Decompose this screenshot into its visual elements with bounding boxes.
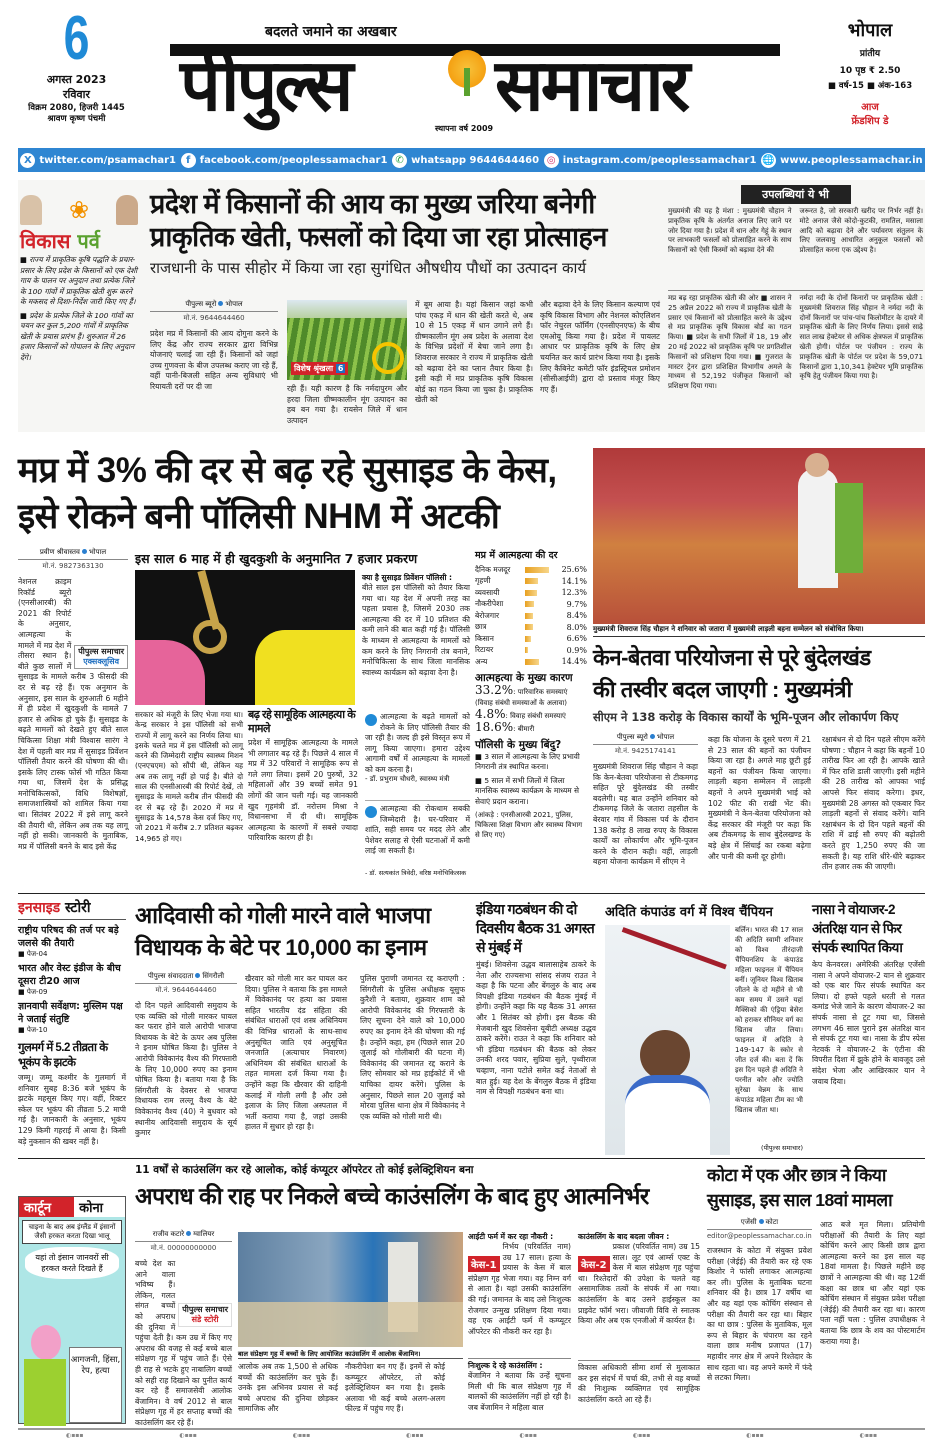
headline-line: आदिवासी को गोली मारने वाले भाजपा <box>135 903 431 928</box>
headline-line: प्रदेश में किसानों की आय का मुख्य जरिया बनेगी <box>150 189 595 219</box>
mobile-number: मो.नं. 00000000000 <box>150 1244 217 1252</box>
date-month: अगस्त 2023 <box>46 73 107 86</box>
aditi-article <box>735 925 803 1157</box>
registration-mark-icon: ◐▪▪▪ <box>632 1432 651 1439</box>
quake-headline: गुलमर्ग में 5.2 तीव्रता के भूकंप के झटके <box>18 1042 108 1069</box>
cartoon-newspaper: आगजनी, हिंसा, रेप, हत्या <box>69 1347 122 1423</box>
date-day: 6 <box>63 4 90 73</box>
headline-line: विधायक के बेटे पर 10,000 का इनाम <box>135 935 427 960</box>
vikas-parv-box <box>20 190 138 428</box>
headline-line: इसे रोकने बनी पॉलिसी NHM में अटकी <box>18 497 500 536</box>
badge-label: एक्सक्लूसिव <box>83 657 120 666</box>
vikas-bullet: ■ राज्य में प्राकृतिक कृषि पद्धति के प्रचार-प्रसार के लिए प्रदेश के किसानों को एक देशी गाय के पालन पर अनुदान तथा प्रत्येक जिले के 100 गांवों में प्राकृतिक खेती शुरू करने के मकसद से दिशा-निर्देश जारी किए गए हैं। <box>20 255 138 306</box>
byline-place: भोपाल <box>656 733 675 741</box>
inside-item-title: भारत और वेस्ट इंडीज के बीच दूसरा टी20 आज <box>18 963 121 987</box>
chart-row <box>475 564 587 576</box>
series-text: विशेष श्रृंखला <box>294 364 334 373</box>
counselling-caption-wrap <box>238 1349 463 1359</box>
cause-percent: 4.8% <box>475 706 506 721</box>
box-text: प्रदेश में सामूहिक आत्महत्या के मामले भी लगातार बढ़ रहे हैं। पिछले 4 साल में मप्र में 32 परिवारों ने सामूहिक रूप से गले लगा लिया। इसमें 20 पुरुषों, 32 महिलाओं और 39 बच्चों समेत 91 लोगों की जान चली गई। यह जानकारी खुद गृहमंत्री डॉ. नरोत्तम मिश्रा ने विधानसभा में दी थी। सामूहिक आत्महत्या के कारणों में सबसे ज्यादा पारिवारिक कारण ही है। <box>248 738 358 843</box>
sunday-story-badge <box>178 1303 232 1327</box>
case-title: काउंसलिंग के बाद बदला जीवन : <box>578 1232 670 1241</box>
chart-row <box>475 587 587 599</box>
achievements-box <box>668 185 923 430</box>
inside-story <box>18 898 126 1156</box>
nasa-headline: नासा ने वोयाजर-2 अंतरिक्ष यान से फिर संपर्क स्थापित किया <box>812 902 903 955</box>
registration-mark-icon: ◐▪▪▪ <box>746 1432 764 1439</box>
tagline: बदलते जमाने का अखबार <box>265 24 397 40</box>
special-series-badge <box>372 342 404 374</box>
chart-row <box>475 599 587 611</box>
free-text: बेंजामिन ने बताया कि उन्हें सूचना मिली थी कि बाल संप्रेक्षण गृह में बालकों की काउंसलिंग नहीं हो रही है। जब बेंजामिन ने महिला बाल <box>468 1371 571 1412</box>
cartoon-title: कार्टून <box>19 1197 74 1217</box>
byline-author: पीपुल्स ब्यूरो <box>616 733 648 741</box>
logo-left: पीपुल्स <box>180 46 351 126</box>
volume: ■ वर्ष-15 ■ अंक-163 <box>827 81 913 91</box>
counsel-col2: आलोक अब तक 1,500 से अधिक बच्चों की काउंसलिंग कर चुके हैं। उनके इस अभिनव प्रयास से कई बच्चे अपराध की दुनिया छोड़कर सामाजिक और <box>238 1362 338 1414</box>
chart-row <box>475 622 587 634</box>
registration-mark-icon: ◐▪▪▪ <box>292 1432 311 1439</box>
india-headline: इंडिया गठबंधन की दो दिवसीय बैठक 31 अगस्त से मुंबई में <box>476 901 595 955</box>
byline <box>707 1218 812 1230</box>
article-body: प्रदेश मप्र में किसानों की आय दोगुना करने के लिए केंद्र और राज्य सरकार द्वारा विभिन्न योजनाएं चलाई जा रही हैं। किसानों को जहां उच्च गुणवत्ता के बीज उपलब्ध कराए जा रहे हैं, वहीं पानी-बिजली सहित अन्य सुविधाएं भी रियायती दरों पर दी जा <box>150 329 278 391</box>
policy-box <box>362 573 470 705</box>
farming-col4: और बढ़ावा देने के लिए किसान कल्याण एवं कृषि विकास विभाग और नेशनल कोएलिशन फॉर नेचुरल फॉर्मिंग (एनसीएनएफ) के बीच एमओयू किया गया है। प्रदेश में पायलट आधार पर प्राकृतिक कृषि के लिए क्षेत्र चयनित कर कार्य प्रारंभ किया गया है। इसके लिए कैबिनेट कमेटी फॉर इंडस्ट्रियल प्रमोशन (सीसीआईपी) द्वारा दो प्रस्ताव मंजूर किए गए हैं। <box>540 300 660 394</box>
chart-category-label: गृहणी <box>475 576 491 586</box>
logo-emblem-icon <box>448 50 486 88</box>
badge-brand: पीपुल्स समाचार <box>78 647 124 656</box>
article-body-wrap <box>18 577 128 887</box>
cartoon-body <box>24 1359 66 1426</box>
bullet-text: प्रदेश के प्रत्येक जिले के 100 गांवों का चयन कर कुल 5,200 गांवों में प्राकृतिक खेती के प्रयास प्रारंभ हैं। शुरुआत में 26 हजार किसानों को गोपालन के लिए अनुदान देंगे। <box>20 310 135 362</box>
email[interactable]: editor@peoplessamachar.co.in <box>707 1232 812 1240</box>
free-title: निःशुल्क दे रहे काउंसलिंग : <box>468 1361 543 1370</box>
inside-item-title: ज्ञानवापी सर्वेक्षण: मुस्लिम पक्ष ने जताई संतुष्टि <box>18 1001 123 1025</box>
badge-brand: पीपुल्स समाचार <box>182 1305 228 1314</box>
social-bar <box>18 148 925 172</box>
india-alliance <box>476 900 596 1156</box>
social-link-instagram[interactable] <box>544 153 757 168</box>
mobile-number: मो.नं. 9827363130 <box>42 562 104 570</box>
today-event: फ्रेंडशिप डे <box>851 116 889 127</box>
inside-item-page: ■ पेज-04 <box>18 950 48 958</box>
byline-place: भोपाल <box>88 548 107 556</box>
inside-item[interactable] <box>18 1000 126 1035</box>
quote-psychiatrist <box>365 800 470 888</box>
instagram-icon: ◎ <box>544 153 559 168</box>
byline <box>18 548 128 560</box>
kota-col1 <box>707 1218 812 1428</box>
nasa-article <box>812 900 925 1156</box>
chart-bar <box>525 567 549 573</box>
inside-title: स्टोरी <box>64 900 91 916</box>
chart-bar <box>525 578 538 584</box>
case-2 <box>578 1232 700 1354</box>
causes-title: आत्महत्या के मुख्य कारण <box>475 671 573 684</box>
facebook-icon: f <box>181 153 196 168</box>
chart-value-label: 12.3% <box>561 588 587 598</box>
founded: स्थापना वर्ष 2009 <box>435 124 494 133</box>
parv-title: पर्व <box>77 229 100 253</box>
mobile-number: मो.नं. 9644644460 <box>155 986 217 994</box>
chart-bar <box>525 590 537 596</box>
headline-line: की तस्वीर बदल जाएगी : मुख्यमंत्री <box>593 677 852 702</box>
newspaper-logo <box>170 42 780 126</box>
divider <box>18 893 925 894</box>
india-text: मुंबई। शिवसेना उद्धव बालासाहेब ठाकरे के नेता और राज्यसभा सांसद संजय राउत ने कहा है कि पटना और बेंगलुरु के बाद अब विपक्षी इंडिया गठबंधन की बैठक मुंबई में होगी। उन्होंने कहा कि यह बैठक 31 अगस्त और 1 सितंबर को होगी। इस बैठक की मेजबानी खुद शिवसेना यूबीटी अध्यक्ष उद्धव ठाकरे करेंगे। राउत ने कहा कि शनिवार को भी इंडिया गठबंधन की बैठक को लेकर उनकी शरद पवार, सुप्रिया सुले, पृथ्वीराज चव्हाण, नाना पटोले समेत कई नेताओं से बात हुई। यह देश के बेंगलुरु बैठक में इंडिया नाम से विपक्षी गठबंधन बना था। <box>476 960 596 1097</box>
adivasi-col1 <box>135 972 237 1157</box>
kenbetwa-col2: कहा कि योजना के दूसरे चरण में 21 से 23 साल की बहनों का पंजीयन किया जा रहा है। अगले माह छूटी हुई बहनों का पंजीयन किया जाएगा। लाड़ली बहना सम्मेलन में लाड़ली बहनों ने अपने मुख्यमंत्री भाई को 102 फीट की राखी भेंट की। मुख्यमंत्री ने केन-बेतवा परियोजना को केंद्र सरकार की मंजूरी पर कहा कि अब टीकमगढ़ के साथ बुंदेलखण्ड के बड़े क्षेत्र में सिंचाई का रकबा बढ़ेगा और पानी की कमी दूर होगी। <box>708 735 811 861</box>
today-label: आज <box>861 102 879 113</box>
quote-text: आत्महत्या की रोकथाम सबकी जिम्मेदारी है। घर-परिवार में शांति, सही समय पर मदद लेने और पेशेवर सलाह से ऐसी घटनाओं में कमी लाई जा सकती है। <box>365 804 470 856</box>
case-text: प्रकाश (परिवर्तित नाम) उम्र 15 साल। लूट एवं आर्म्स एक्ट के केस में बाल संप्रेक्षण गृह पहुंचा था। रिश्तेदारों की उपेक्षा के चलते वह असामाजिक तत्वों के संपर्क में आ गया। काउंसलिंग के बाद उसने हाईस्कूल का प्राइवेट फॉर्म भरा। जीवाजी विवि से स्नातक किया और अब एक एनजीओ में कार्यरत है। <box>578 1242 700 1326</box>
x-icon: X <box>20 153 35 168</box>
weekday: रविवार <box>63 88 90 101</box>
chart-bar <box>525 636 531 642</box>
kenbetwa-col3: रक्षाबंधन से दो दिन पहले सीएम करेंगे घोषणा : चौहान ने कहा कि बहनों 10 तारीख फिर आ रही है। आपके खाते में फिर राशि डाली जाएगी। इसी महीने की 28 तारीख को आपका भाई आपसे फिर संवाद करेगा। इधर, मुख्यमंत्री 28 अगस्त को एकबार फिर लाड़ली बहनों से संवाद करेंगे। यानि रक्षाबंधन के दो दिन पहले बहनों की राशि में ढाई सौ रुपए की बढ़ोतरी करते हुए 1,250 रुपए की जा सकती है। यह राशि धीरे-धीरे बढ़ाकर तीन हजार तक की जाएगी। <box>822 735 925 872</box>
exclusive-badge <box>74 645 128 669</box>
headline-line: कोटा में एक और छात्र ने किया <box>707 1165 886 1185</box>
quote-icon <box>365 806 377 818</box>
chart-category-label: किसान <box>475 633 494 643</box>
farming-subhead: राजधानी के पास सीहोर में किया जा रहा सुगंधित औषधीय पौधों का उत्पादन कार्य <box>150 259 587 277</box>
achievements-p3: मप्र बढ़ रहा प्राकृतिक खेती की ओर ■ शासन ने 25 अप्रैल 2022 को राज्य में प्राकृतिक खेती के प्रसार एवं किसानों को प्रोत्साहित करने के उद्देश्य से मप्र प्राकृतिक कृषि विकास बोर्ड का गठन किया। ■ प्रदेश के सभी जिलों में 18, 19 और 20 मई 2022 को प्राकृतिक कृषि पर प्रगतिशील किसानों को प्रशिक्षण दिया गया। ■ गुजरात के मास्टर ट्रेनर द्वारा प्रशिक्षित विभागीय अमले के माध्यम से 52,192 पंजीकृत किसानों को प्रशिक्षण दिया गया। <box>668 294 792 391</box>
byline-place: सिंगरौली <box>202 972 225 980</box>
case-label: केस-1 <box>468 1256 500 1272</box>
achievements-p1: मुख्यमंत्री की यह है मंशा : मुख्यमंत्री चौहान ने प्राकृतिक कृषि के अंतर्गत अनाज लिए जाने पर जोर दिया गया है। प्रदेश में धान और गेहूं के स्थान पर लाभकारी फसलों को प्रोत्साहित करने के साथ किसानों को ऐसी किस्मों को बढ़ावा देने की <box>668 207 792 255</box>
chart-row <box>475 645 587 657</box>
aditi-headline: अदिति कंपाउंड वर्ग में विश्व चैंपियन <box>605 905 773 920</box>
inside-item-page: ■ पेज-10 <box>18 1026 48 1034</box>
achievements-title: उपलब्धियां ये भी <box>741 185 851 204</box>
quote-minister <box>365 712 470 797</box>
chart-bar <box>525 624 533 630</box>
byline-author: पीपुल्स ब्यूरो <box>185 300 217 308</box>
farming-col3: में बूम आया है। यहां किसान जहां कभी पांच एकड़ में धान की खेती करते थे, अब 10 से 15 एकड़ में धान उगाने लगे हैं। ग्रीष्मकालीन मूंग अब प्रदेश के अलावा देश के विभिन्न प्रदेशों में बेचा जाने लगा है। शिवराज सरकार ने राज्य में प्राकृतिक खेती को बढ़ावा देने का प्लान तैयार किया है। इसी कड़ी में मप्र प्राकृतिक कृषि विकास बोर्ड का गठन किया जा चुका है। प्राकृतिक खेती को <box>415 300 533 405</box>
cause-item <box>475 682 587 709</box>
inside-title: इनसाइड <box>18 900 61 916</box>
calendar: विक्रम 2080, हिजरी 1445 <box>28 103 125 113</box>
rally-photo <box>593 448 925 624</box>
rally-caption-wrap <box>593 625 925 637</box>
suicide-col2: सरकार को मंजूरी के लिए भेजा गया था। केन्द्र सरकार ने इस पॉलिसी को सभी राज्यों में लागू करने का निर्णय लिया था। इसके चलते मप्र में इस पॉलिसी को लागू करने की जिम्मेदारी राष्ट्रीय स्वास्थ्य मिशन (एनएचएम) को सौंपी थी, लेकिन यह अब तक लागू नहीं हो पाई है। बीते दो साल की एनसीआरबी की रिपोर्ट देखें, तो सुसाइड के मामले करीब तीन फीसदी की दर से बढ़ रहे हैं। 2020 में मप्र में सुसाइड के 14,578 केस दर्ज किए गए, जो 2021 में करीब 2.7 प्रतिशत बढ़कर 14,965 हो गए। <box>135 710 243 843</box>
chart-value-label: 0.9% <box>566 645 587 655</box>
cartoon-man <box>31 1325 61 1360</box>
city: भोपाल <box>847 20 893 41</box>
chart-category-label: छात्र <box>475 622 487 632</box>
chart-value-label: 14.1% <box>561 576 587 586</box>
chart-row <box>475 576 587 588</box>
policy-title: क्या है सुसाइड प्रिवेंशन पॉलिसी : <box>362 573 453 582</box>
registration-mark-icon: ◐▪▪▪ <box>406 1432 424 1439</box>
byline <box>150 300 278 312</box>
portrait-icon <box>116 195 138 225</box>
badge-label: संडे स्टोरी <box>191 1315 219 1324</box>
case-label: केस-2 <box>578 1256 610 1272</box>
farming-col1 <box>150 300 278 428</box>
article-body: नेशनल क्राइम रिकॉर्ड ब्यूरो (एनसीआरबी) की 2021 की रिपोर्ट के अनुसार, आत्महत्या के मामले में मप्र देश में तीसरा स्थान है। बीते कुछ सालों में सुसाइड के मामले करीब 3 फीसदी की दर से बढ़ रहे हैं। एक अनुमान के अनुसार, इस साल के शुरुआती 6 महीने में ही प्रदेश में खुदकुशी के मामले 7 हजार से अधिक हो चुके हैं। सुसाइड के बढ़ते मामलों को देखते हुए बीते साल चिकित्सा शिक्षा मंत्री विश्वास सारंग ने देश में पहली बार मप्र में सुसाइड प्रिवेंशन पॉलिसी तैयार करने की घोषणा की थी। इसके लिए टास्क फोर्स भी गठित किया गया था, जिसमें देश के प्रसिद्ध मनोचिकित्सकों, विधि विशेषज्ञों, समाजशास्त्रियों को शामिल किया गया था। सितंबर 2022 में इसे लागू करने की तैयारी थी, लेकिन अब तक यह लागू नहीं हो सकी। जानकारी के मुताबिक, मप्र में पॉलिसी बनने के बाद इसे केंद्र <box>18 577 128 851</box>
quote-author: - डॉ. सत्यकांत त्रिवेदी, वरिष्ठ मनोचिकित्सक <box>365 869 467 877</box>
adivasi-col3: पुलिस पुराणी जमानत रद्द कराएगी : सिंगरौली के पुलिस अधीक्षक यूसुफ कुरैशी ने बताया, शुक्रवार शाम को आरोपी विवेकानंद की गिरफ्तारी के लिए सूचना देने वाले को 10,000 रुपए का इनाम देने की घोषणा की गई है। उन्होंने कहा, हम (पिछले साल 20 जुलाई को गोलीबारी की घटना में) विवेकानंद की जमानत रद्द कराने के लिए सोमवार को मप्र हाईकोर्ट में भी याचिका दायर करेंगे। पुलिस के अनुसार, पिछले साल 20 जुलाई को मोरवा पुलिस थाना क्षेत्र में विवेकानंद ने एक व्यक्ति को गोली मारी थी। <box>360 974 465 1121</box>
headline-line: मप्र में 3% की दर से बढ़ रहे सुसाइड के केस, <box>18 451 557 490</box>
speech-bubble: यहां तो इंसान जानवरों सी हरकत करते दिखते हैं <box>25 1247 119 1279</box>
chart-value-label: 6.6% <box>566 634 587 644</box>
social-label: facebook.com/peoplessamachar1 <box>199 154 388 166</box>
quote-author: - डॉ. प्रभुराम चौधरी, स्वास्थ्य मंत्री <box>365 775 450 783</box>
byline-author: पीपुल्स संवाददाता <box>147 972 194 980</box>
chart-category-label: दैनिक मजदूर <box>475 564 511 574</box>
policy-text: बीते साल इस पॉलिसी को तैयार किया गया था। यह देश में अपनी तरह का पहला प्रयास है, जिसमें 2030 तक आत्महत्या की दर में 10 प्रतिशत की कमी लाने की बात कही गई है। पॉलिसी के माध्यम से आत्महत्या के मामलों को कम करने के लिए निगरानी तंत्र बनाने, मनोचिकित्सा के साथ जिला मानसिक स्वास्थ्य कार्यक्रम को बढ़ावा देना है। <box>362 583 470 677</box>
suicide-rate-chart <box>475 548 587 840</box>
quake-text: जम्मू। जम्मू कश्मीर के गुलमार्ग में शनिवार सुबह 8:36 बजे भूकंप के झटके महसूस किए गए। वहीं, रिक्टर स्केल पर भूकंप की तीव्रता 5.2 मापी गई है। जानकारी के अनुसार, भूकंप 129 किमी गहराई में आया है। किसी बड़े नुकसान की खबर नहीं है। <box>18 1073 126 1146</box>
policy-point: ■ 3 साल में आत्महत्या के लिए प्रभावी निगरानी तंत्र स्थापित करना। <box>475 751 580 771</box>
cause-percent: 33.2% <box>475 682 514 697</box>
social-link-facebook[interactable] <box>181 153 388 168</box>
data-source: (आंकड़े : एनसीआरबी 2021, पुलिस, चिकित्सा शिक्षा विभाग और स्वास्थ्य विभाग से लिए गए) <box>475 811 583 839</box>
logo-right: समाचार <box>495 46 688 126</box>
cause-percent: 18.6% <box>475 719 514 734</box>
inside-item-page: ■ पेज-09 <box>18 988 48 996</box>
counselling-photo <box>238 1232 463 1347</box>
special-series-label <box>291 362 348 375</box>
suicide-subhead: इस साल 6 माह में ही खुदकुशी के अनुमानित 7 हजार प्रकरण <box>135 551 418 566</box>
suicide-col1 <box>18 548 128 888</box>
vikas-bullet: ■ प्रदेश के प्रत्येक जिले के 100 गांवों का चयन कर कुल 5,200 गांवों में प्राकृतिक खेती के प्रयास प्रारंभ हैं। शुरुआत में 26 हजार किसानों को गोपालन के लिए अनुदान देंगे। <box>20 310 135 362</box>
kenbetwa-headline <box>593 642 925 706</box>
edition-block <box>815 18 925 127</box>
bullet-text: राज्य में प्राकृतिक कृषि पद्धति के प्रचार-प्रसार के लिए प्रदेश के किसानों को एक देशी गाय के पालन पर अनुदान तथा प्रत्येक जिले के 100 गांवों में प्राकृतिक खेती शुरू करने के मकसद से दिशा-निर्देश जारी किए गए हैं। <box>20 255 138 306</box>
portrait-icon <box>20 195 42 225</box>
chart-row <box>475 633 587 645</box>
free-counselling <box>468 1358 571 1428</box>
chart-value-label: 14.4% <box>561 657 587 667</box>
globe-icon: 🌐 <box>762 154 775 166</box>
chart-category-label: व्यवसायी <box>475 587 500 597</box>
chart-category-label: अन्य <box>475 656 488 666</box>
points-title: पॉलिसी के मुख्य बिंदु? <box>475 738 562 751</box>
registration-mark-icon: ◐▪▪▪ <box>519 1432 537 1439</box>
counselling-photo-caption: बाल संप्रेक्षण गृह में बच्चों के लिए आयोजित काउंसलिंग में आलोक बेंजामिन। <box>238 1350 421 1358</box>
case-title: आईटी फर्म में कर रहा नौकरी : <box>468 1232 554 1241</box>
counsel-col3: नौकरीपेशा बन गए हैं। इनमें से कोई कम्प्यूटर ऑपरेटर, तो कोई इलेक्ट्रिशियन बन गया है। इसके अलावा भी कई बच्चे अलग-अलग फील्ड में पहुंच गए हैं। <box>345 1362 445 1414</box>
article-body: राजस्थान के कोटा में संयुक्त प्रवेश परीक्षा (जेईई) की तैयारी कर रहे एक किशोर ने फांसी लगाकर आत्महत्या कर ली। पुलिस के मुताबिक घटना शनिवार की है। छात्र 17 वर्षीय था और वह यहां एक कोचिंग संस्थान से परीक्षा की तैयारी कर रहा था। बिहार का था छात्र : पुलिस के मुताबिक, मूल रूप से बिहार के चंपारण का रहने वाला छात्र मनीष प्रजापत (17) महावीर नगर क्षेत्र में अपने रिश्तेदार के साथ रहता था। वह अपने कमरे में फंदे से लटका मिला। <box>707 1246 812 1383</box>
series-number: 6 <box>337 364 344 373</box>
date-block <box>14 4 139 124</box>
vikas-title: विकास <box>20 229 71 253</box>
inside-item-title: राष्ट्रीय परिषद की तर्ज पर बड़े जलसे की तैयारी <box>18 925 119 949</box>
cartoon-corner <box>18 1196 126 1424</box>
counsel-col1 <box>135 1230 232 1430</box>
byline <box>593 733 698 745</box>
social-label: instagram.com/peoplessamachar1 <box>562 154 757 166</box>
quote-text: आत्महत्या के बढ़ते मामलों को रोकने के लिए पॉलिसी तैयार की जा रही है। जल्द ही इसे विस्तृत रूप में लागू किया जाएगा। हमारा उद्देश्य आगामी वर्षों में आत्महत्या के मामलों को कम करना है। <box>365 712 470 774</box>
chart-bar <box>525 659 539 665</box>
counsel-headline: अपराध की राह पर निकले बच्चे काउंसलिंग के बाद हुए आत्मनिर्भर <box>135 1183 649 1209</box>
aditi-text: बर्लिन। भारत की 17 साल की अदिति स्वामी शनिवार को विश्व तीरंदाजी चैंपियनशिप के कंपाउंड महिला फाइनल में चैंपियन बनीं। जूनियर विश्व खिताब जीतने के दो महीने से भी कम समय में उसने यहां मैक्सिको की एंड्रिया बेसेरा को हराकर सीनियर वर्ग का खिताब जीत लिया। फाइनल में अदिति ने 149-147 के स्कोर से जीत दर्ज की। बता दें कि इस दिन पहले ही अदिति ने परनीत कौर और ज्योति सुरेखा वेन्नम के साथ कंपाउंड महिला टीम का भी खिताब जीता था। <box>735 926 803 1114</box>
chart-category-label: बेरोजगार <box>475 610 500 620</box>
counsel-kicker: 11 वर्षों से काउंसलिंग कर रहे आलोक, कोई कंप्यूटर ऑपरेटर तो कोई इलेक्ट्रिशियन बना <box>135 1164 474 1176</box>
cartoon-caption: चाइना के बाद अब इंग्लैंड में इंसानों जैसी हरकत करता दिखा भालू <box>22 1220 122 1244</box>
free-counselling-cont: विकास अधिकारी सीमा शर्मा से मुलाकात कर इस संदर्भ में चर्चा की, तभी से वह बच्चों की निःशुल्क व्यक्तिगत एवं सामूहिक काउंसलिंग करते आ रहे हैं। <box>578 1360 700 1428</box>
case-1 <box>468 1232 571 1354</box>
vikas-parv-portraits <box>20 190 138 230</box>
registration-mark-icon: ◐▪▪▪ <box>179 1432 197 1439</box>
inside-item[interactable] <box>18 962 126 997</box>
kenbetwa-col1 <box>593 733 698 890</box>
registration-mark-icon: ◐▪▪▪ <box>65 1432 84 1439</box>
tithi: श्रावण कृष्ण पंचमी <box>47 114 106 124</box>
byline-author: राजीव कटारे <box>152 1230 185 1238</box>
byline-place: भोपाल <box>225 300 243 308</box>
nasa-text: केप केनवरल। अमेरिकी अंतरिक्ष एजेंसी नासा ने अपने वोयाजर-2 यान से शुक्रवार को एक बार फिर संपर्क स्थापित कर लिया। दो हफ्ते पहले धरती से गलत कमांड भेजे जाने के कारण वोयाजर-2 का संपर्क नासा से टूट गया था, जिससे लगभग 46 साल पुराने इस अंतरिक्ष यान से संपर्क टूट गया था। नासा के डीप स्पेस नेटवर्क ने वोयाजर-2 के एंटीना की विपरीत दिशा में झुके होने के बावजूद उसे संदेश भेजा और आखिरकार यान ने जवाब दिया। <box>812 960 925 1086</box>
chart-value-label: 8.4% <box>566 611 587 621</box>
headline-line: सुसाइड, इस साल 18वां मामला <box>707 1190 893 1210</box>
mobile-number: मो.नं. 9644644460 <box>183 314 245 322</box>
box-title: बढ़ रहे सामूहिक आत्महत्या के मामले <box>248 709 356 735</box>
byline-author: प्रवीण श्रीवास्तव <box>39 548 80 556</box>
article-body: बच्चे देश का आने वाला भविष्य हैं। लेकिन, गलत संगत बच्चों को अपराध की दुनिया में पहुंचा देती है। कम उम्र में किए गए अपराध की वजह से कई बच्चे बाल संप्रेक्षण गृह में पहुंच जाते हैं। ऐसे ही राह से भटके हुए नाबालिग बच्चों को सही राह दिखाने का पुनीत कार्य कर रहे हैं समाजसेवी आलोक बेंजामिन। वे वर्ष 2012 से बाल संप्रेक्षण गृह में हर सप्ताह बच्चों की काउंसलिंग कर रहे हैं। <box>135 1259 232 1427</box>
noose-illustration <box>135 570 355 705</box>
chart-value-label: 9.7% <box>566 599 587 609</box>
pages-price: 10 पृष्ठ ₹ 2.50 <box>839 66 901 76</box>
article-body: दो दिन पहले आदिवासी समुदाय के एक व्यक्ति को गोली मारकर घायल कर फरार होने वाले आरोपी भाजपा विधायक के बेटे के ऊपर अब पुलिस ने इनाम घोषित किया है। पुलिस ने आरोपी विवेकानंद वैश्य की गिरफ्तारी के लिए 10,000 रुपए का इनाम घोषित किया है। बताया गया है कि सिंगरौली के देवसर से भाजपा विधायक राम लल्लू वैश्य के बेटे विवेकानंद वैश्य (40) ने बुधवार को स्थानीय आदिवासी समुदाय के सूर्य कुमार <box>135 1001 237 1138</box>
divider <box>18 1158 925 1159</box>
byline-place: कोटा <box>765 1218 779 1226</box>
cause-text: : बीमारी <box>513 724 535 733</box>
rally-photo-caption: मुख्यमंत्री शिवराज सिंह चौहान ने शनिवार को जतारा में मुख्यमंत्री लाड़ली बहना सम्मेलन को संबोधित किया। <box>593 625 864 633</box>
headline-line: केन-बेतवा परियोजना से पूरे बुंदेलखंड <box>593 645 871 670</box>
article-body-wrap <box>135 1259 232 1425</box>
chart-value-label: 25.6% <box>561 565 587 575</box>
case-text: निर्भय (परिवर्तित नाम) उम्र 17 साल। हत्या के प्रयास के केस में बाल संप्रेक्षण गृह भेजा गया। वह निम्न वर्ग से आता है। यहां उसकी काउंसलिंग की गई। जमानत के बाद उसे निःशुल्क रोजगार उन्मुख प्रशिक्षण दिया गया। वह एक आईटी फर्म में कम्प्यूटर ऑपरेटर की नौकरी कर रहा है। <box>468 1242 571 1336</box>
adivasi-col2: खैरवार को गोली मार कर घायल कर दिया। पुलिस ने बताया कि इस मामले में विवेकानंद पर हत्या का प्रयास सहित भारतीय दंड संहिता की संबंधित धाराओं एवं शस्त्र अधिनियम की विभिन्न धाराओं के साथ-साथ अनुसूचित जाति एवं अनुसूचित जनजाति (अत्याचार निवारण) अधिनियम की संबंधित धाराओं के तहत मामला दर्ज किया गया है। उन्होंने कहा कि खैरवार की दाहिनी कलाई में गोली लगी है और उसे इलाज के लिए जिला अस्पताल में भर्ती कराया गया है, जहां उसकी हालत में सुधार हो रहा है। <box>245 974 347 1132</box>
chart-bar <box>525 613 533 619</box>
policy-point: ■ 5 साल में सभी जिलों में जिला मानसिक स्वास्थ्य कार्यक्रम के माध्यम से सेवाएं प्रदान कराना। <box>475 775 579 806</box>
social-link-twitter[interactable] <box>20 153 176 168</box>
point-text: 5 साल में सभी जिलों में जिला मानसिक स्वास्थ्य कार्यक्रम के माध्यम से सेवाएं प्रदान कराना। <box>475 775 579 806</box>
social-label: www.peoplessamachar.in <box>780 154 923 166</box>
chart-bar <box>525 601 534 607</box>
cause-item <box>475 719 587 735</box>
byline-place: ग्वालियर <box>193 1230 215 1238</box>
chart-row <box>475 610 587 622</box>
cause-text: : पारिवारिक समस्याएं (विवाह संबंधी समस्याओं के अलावा) <box>475 687 568 707</box>
achievements-p4: नर्मदा नदी के दोनों किनारों पर प्राकृतिक खेती : मुख्यमंत्री शिवराज सिंह चौहान ने नर्मदा नदी के दोनों किनारों पर पांच-पांच किलोमीटर के दायरे में प्राकृतिक खेती के लिए निर्णय लिया। इससे साढ़े सात लाख हेक्टेयर से अधिक क्षेत्रफल में प्राकृतिक खेती होगी। पोर्टल पर पंजीयन : राज्य के प्राकृतिक खेती के पोर्टल पर प्रदेश के 59,071 किसानों द्वारा 1,10,341 हेक्टेयर भूमि प्राकृतिक कृषि हेतु पंजीयन किया गया है। <box>799 294 924 381</box>
byline-author: एजेंसी <box>740 1218 757 1226</box>
chart-bar <box>525 647 528 653</box>
farming-col2: रही हैं। यही कारण है कि नर्मदापुरम और हरदा जिला ग्रीष्मकालीन मूंग उत्पादन का हब बन गया है। रायसेन जिले में धान उत्पादन <box>287 384 407 425</box>
edition: प्रांतीय <box>859 49 881 59</box>
quote-icon <box>365 714 377 726</box>
farming-headline <box>150 188 662 254</box>
social-label: whatsapp 9644644460 <box>411 154 540 166</box>
archer-photo <box>605 925 730 1155</box>
registration-mark-icon: ◐▪▪▪ <box>859 1432 878 1439</box>
social-link-website[interactable] <box>761 153 923 168</box>
byline <box>135 1230 232 1242</box>
whatsapp-icon: ✆ <box>392 153 407 168</box>
achievements-p2: जरूरत है, जो सरकारी खरीद पर निर्भर नहीं है। मोटे अनाज जैसे कोदो-कुटकी, रामतिल, मसाला आदि को बढ़ावा देने और पर्यावरण संतुलन के लिए जलवायु आधारित अनुकूल फसलों को प्रोत्साहित करना एक उद्देश्य है। <box>799 207 923 255</box>
chart-category-label: रिटायर <box>475 645 494 655</box>
article-body: मुख्यमंत्री शिवराज सिंह चौहान ने कहा कि केन-बेतवा परियोजना से टीकमगढ़ सहित पूरे बुंदेलखंड की तस्वीर बदलेगी। यह बात उन्होंने शनिवार को टीकमगढ़ जिले के जतारा तहसील के बेरवार गांव में विकास पर्व के दौरान 138 करोड़ 8 लाख रुपए के विकास कार्यों का लोकार्पण और भूमि-पूजन करने के दौरान कही। वहीं, लाड़ली बहना योजना कार्यक्रम में सीएम ने <box>593 762 698 867</box>
cause-text: : विवाह संबंधी समस्याएं <box>505 711 566 720</box>
adivasi-headline <box>135 900 465 964</box>
mobile-number: मो.नं. 9425174141 <box>614 747 677 755</box>
social-link-whatsapp[interactable] <box>392 153 539 168</box>
mass-suicide-box <box>248 708 358 888</box>
photo-credit: (पीपुल्स समाचार) <box>760 1144 803 1152</box>
registration-marks <box>18 1432 925 1440</box>
kenbetwa-subhead: सीएम ने 138 करोड़ के विकास कार्यों के भूमि-पूजन और लोकार्पण किए <box>593 710 899 724</box>
chart-category-label: नौकरीपेशा <box>475 599 504 609</box>
point-text: 3 साल में आत्महत्या के लिए प्रभावी निगरानी तंत्र स्थापित करना। <box>475 751 580 771</box>
kota-col2: आठ बजे मृत मिला। प्रतियोगी परीक्षाओं की तैयारी के लिए यहां कोचिंग करने आए किसी छात्र द्वारा आत्महत्या करने का इस साल यह 18वां मामला है। पिछले महीने छह छात्रों ने आत्महत्या की थी। वह 12वीं कक्षा का छात्र था और यहां एक कोचिंग संस्थान में संयुक्त प्रवेश परीक्षा (जेईई) की तैयारी कर रहा था। कारण पता नहीं चला : पुलिस उपाधीक्षक ने बताया कि छात्र के शव का पोस्टमार्टम कराया गया है। <box>820 1220 925 1346</box>
chart-value-label: 8.0% <box>566 622 587 632</box>
footer-rule <box>18 1428 925 1430</box>
chart-row <box>475 656 587 668</box>
chart-title: मप्र में आत्महत्या की दर <box>475 550 558 561</box>
headline-line: प्राकृतिक खेती, फसलों को दिया जा रहा प्रोत्साहन <box>150 222 607 252</box>
kota-headline <box>707 1163 925 1213</box>
cartoon-title: कोना <box>79 1201 104 1216</box>
lotus-icon: ❀ <box>68 196 90 224</box>
social-label: twitter.com/psamachar1 <box>39 154 177 166</box>
inside-item[interactable] <box>18 924 126 959</box>
suicide-headline <box>18 448 586 540</box>
byline <box>135 972 237 984</box>
